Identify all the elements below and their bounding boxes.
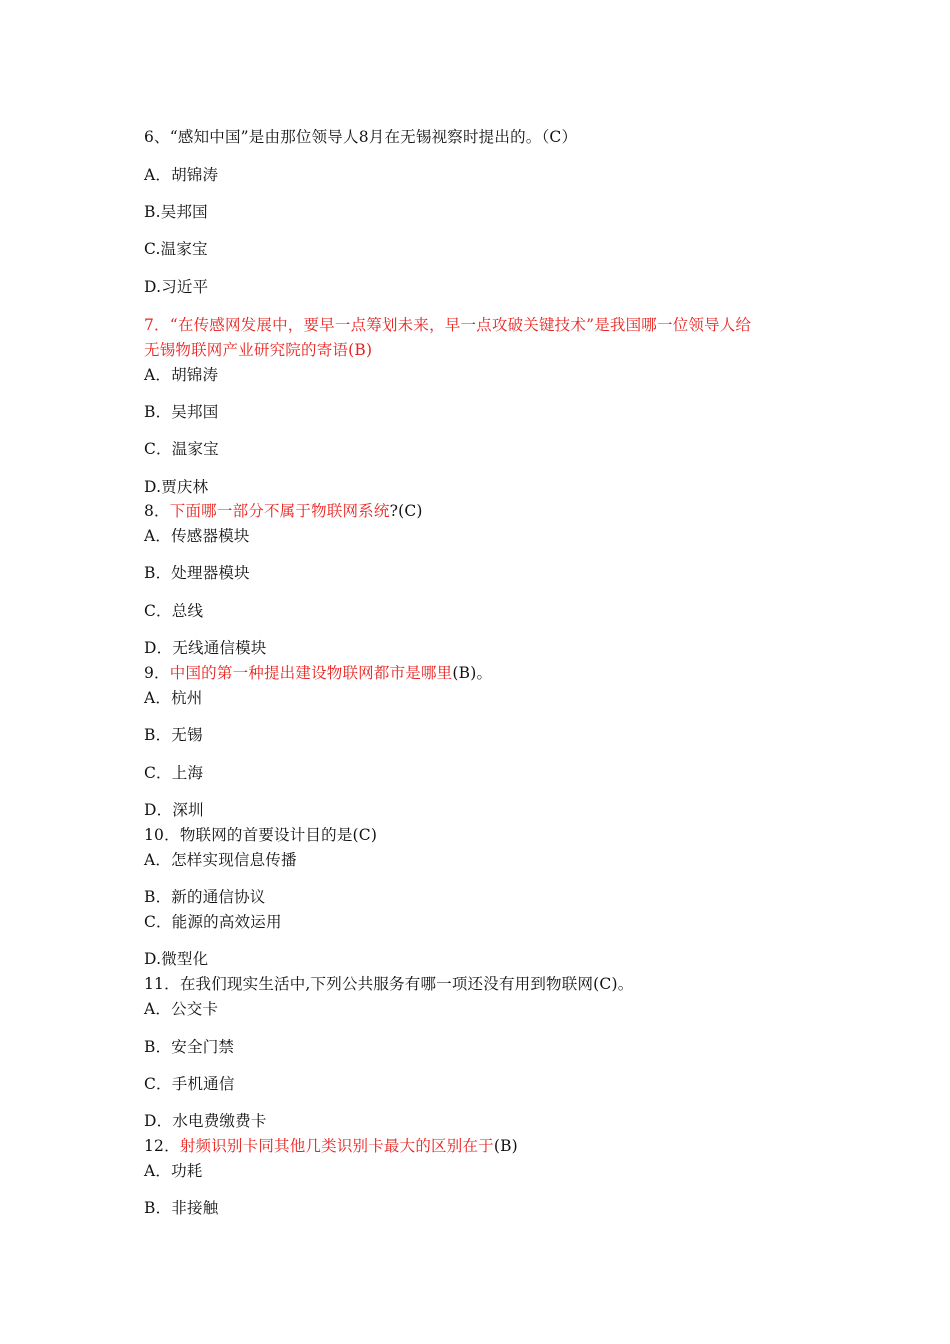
question-6-option-d: D.习近平 [144, 278, 209, 296]
question-10-stem: 10．物联网的首要设计目的是(C) [144, 826, 378, 844]
question-10-option-a: A．怎样实现信息传播 [144, 851, 297, 869]
question-12-option-a: A．功耗 [144, 1162, 203, 1180]
question-10-option-b: B．新的通信协议 [144, 888, 266, 906]
question-12-answer: (B) [493, 1137, 518, 1155]
question-12-text: 射频识别卡同其他几类识别卡最大的区别在于 [179, 1137, 494, 1155]
question-7-option-a: A．胡锦涛 [144, 366, 219, 384]
question-7-stem-line1: 7．“在传感网发展中，要早一点筹划未来，早一点攻破关键技术”是我国哪一位领导人给 [144, 316, 752, 334]
question-8-stem [144, 500, 423, 522]
question-8-text: 下面哪一部分不属于物联网系统 [169, 502, 390, 520]
question-6-stem: 6、“感知中国”是由那位领导人8月在无锡视察时提出的。（C） [144, 128, 578, 146]
question-12-number: 12． [144, 1137, 180, 1155]
question-8-option-a: A．传感器模块 [144, 527, 250, 545]
question-9-number: 9． [144, 664, 170, 682]
question-10-option-d: D.微型化 [144, 950, 209, 968]
question-6-option-c: C.温家宝 [144, 240, 208, 258]
question-11-option-c: C．手机通信 [144, 1075, 235, 1093]
question-9-text: 中国的第一种提出建设物联网都市是哪里 [169, 664, 453, 682]
question-7-stem-line2: 无锡物联网产业研究院的寄语(B) [144, 341, 373, 359]
question-9-option-b: B．无锡 [144, 726, 203, 744]
question-12-option-b: B．非接触 [144, 1199, 219, 1217]
question-8-number: 8． [144, 502, 170, 520]
question-7-option-c: C．温家宝 [144, 440, 219, 458]
question-9-option-c: C．上海 [144, 764, 204, 782]
question-6-option-b: B.吴邦国 [144, 203, 208, 221]
question-11-option-a: A．公交卡 [144, 1000, 219, 1018]
question-6-option-a: A．胡锦涛 [144, 166, 219, 184]
question-8-option-d: D．无线通信模块 [144, 639, 267, 657]
question-7-option-d: D.贾庆林 [144, 478, 209, 496]
question-7-option-b: B．吴邦国 [144, 403, 219, 421]
question-8-answer: ?(C) [389, 502, 423, 520]
question-10-option-c: C．能源的高效运用 [144, 913, 282, 931]
question-11-option-d: D．水电费缴费卡 [144, 1112, 267, 1130]
question-9-answer: (B)。 [452, 664, 493, 682]
question-11-option-b: B．安全门禁 [144, 1038, 235, 1056]
question-9-option-d: D．深圳 [144, 801, 204, 819]
question-9-stem [144, 662, 492, 684]
question-11-stem: 11．在我们现实生活中,下列公共服务有哪一项还没有用到物联网(C)。 [144, 975, 634, 993]
question-12-stem [144, 1135, 518, 1157]
question-8-option-c: C．总线 [144, 602, 204, 620]
question-8-option-b: B．处理器模块 [144, 564, 250, 582]
question-9-option-a: A．杭州 [144, 689, 203, 707]
